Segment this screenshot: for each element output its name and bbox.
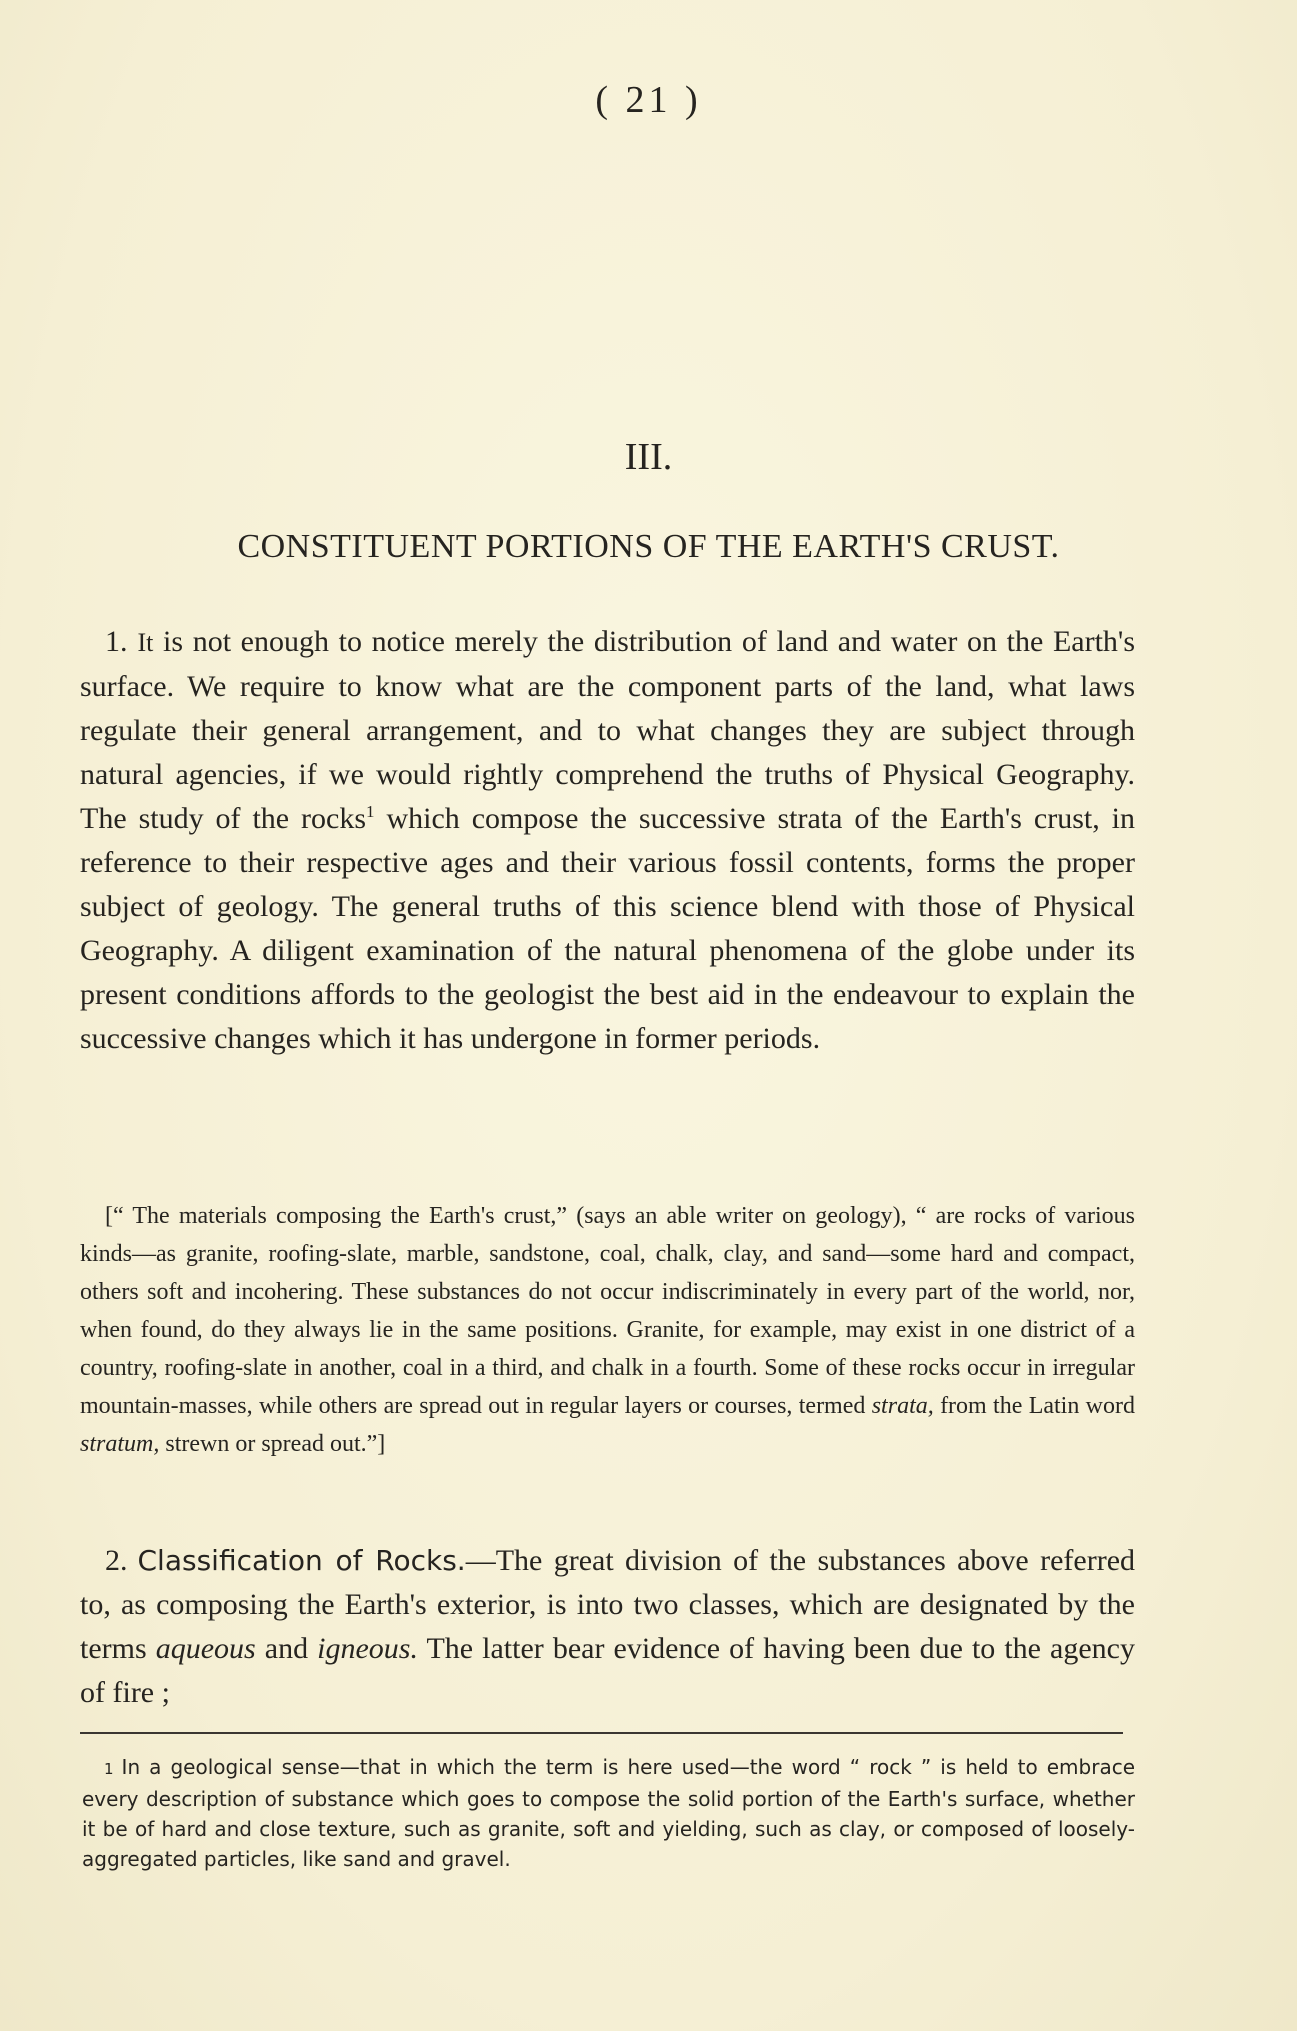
- italic-term: aqueous: [155, 1632, 256, 1665]
- section-number: 2.: [105, 1544, 128, 1577]
- lead-word: It: [137, 628, 154, 657]
- footnote-mark: 1: [104, 1760, 114, 1778]
- quotation-text: [“ The materials composing the Earth's crust,” (says an able writer on geology), “ are rocks of various kinds—as granite, roofing-slate, marble, sandstone, coal, chalk, clay, and sand—some hard and compact, others soft and incohering. These substances do not occur indiscriminately in every part of the world, nor, when found, do they always lie in the same positions. Granite, for example, may exist in one district of a country, roofing-slate in another, coal in a third, and chalk in a fourth. Some of these rocks occur in irregular mountain-masses, while others are spread out in regular layers or courses, termed: [80, 1203, 1135, 1419]
- footnote-text: In a geological sense—that in which the term is here used—the word “ rock ” is held to embrace every description of substance which goes to compose the solid portion of the Earth's surface, whether it be of hard and close texture, such as granite, soft and yielding, such as clay, or composed of loosely-aggregated particles, like sand and gravel.: [82, 1755, 1135, 1871]
- quotation-text: strewn or spread out.”]: [159, 1431, 386, 1457]
- paragraph-text: The latter bear evidence of having been due to the agency of fire ;: [80, 1632, 1135, 1709]
- section-number: 1.: [105, 625, 128, 658]
- paragraph-text: is not enough to notice merely the distribution of land and water on the Earth's surface. We require to know what are the component parts of the land, what laws regulate their general arrangement, and to what changes they are subject through natural agencies, if we would rightly comprehend the truths of Physical Geography. The study of the rocks: [80, 625, 1135, 835]
- italic-term: igneous.: [317, 1632, 418, 1665]
- italic-term: strata,: [871, 1393, 934, 1419]
- italic-term: stratum,: [80, 1431, 160, 1457]
- quotation-block: [80, 1197, 1135, 1463]
- paragraph-text: and: [255, 1632, 318, 1665]
- footnote-divider: [80, 1732, 1123, 1734]
- paragraph-2: [80, 1539, 1135, 1715]
- chapter-title: CONSTITUENT PORTIONS OF THE EARTH'S CRUST.: [237, 528, 1060, 565]
- footnote-reference: 1: [366, 802, 375, 821]
- page-number: ( 21 ): [595, 79, 702, 121]
- paragraph-1: [80, 620, 1135, 1061]
- section-heading: Classification of Rocks.: [137, 1544, 466, 1577]
- chapter-numeral: III.: [624, 436, 673, 478]
- footnote: [82, 1752, 1135, 1874]
- quotation-text: from the Latin word: [933, 1393, 1135, 1419]
- paragraph-text: which compose the successive strata of the Earth's crust, in reference to their respective ages and their various fossil contents, forms the proper subject of geology. The general truths of this science blend with those of Physical Geography. A diligent examination of the natural phenomena of the globe under its present conditions affords to the geologist the best aid in the endeavour to explain the successive changes which it has undergone in former periods.: [80, 802, 1135, 1055]
- paragraph-text: —The great division of the substances above referred to, as composing the Earth's exterior, is into two classes, which are designated by the terms: [80, 1544, 1136, 1665]
